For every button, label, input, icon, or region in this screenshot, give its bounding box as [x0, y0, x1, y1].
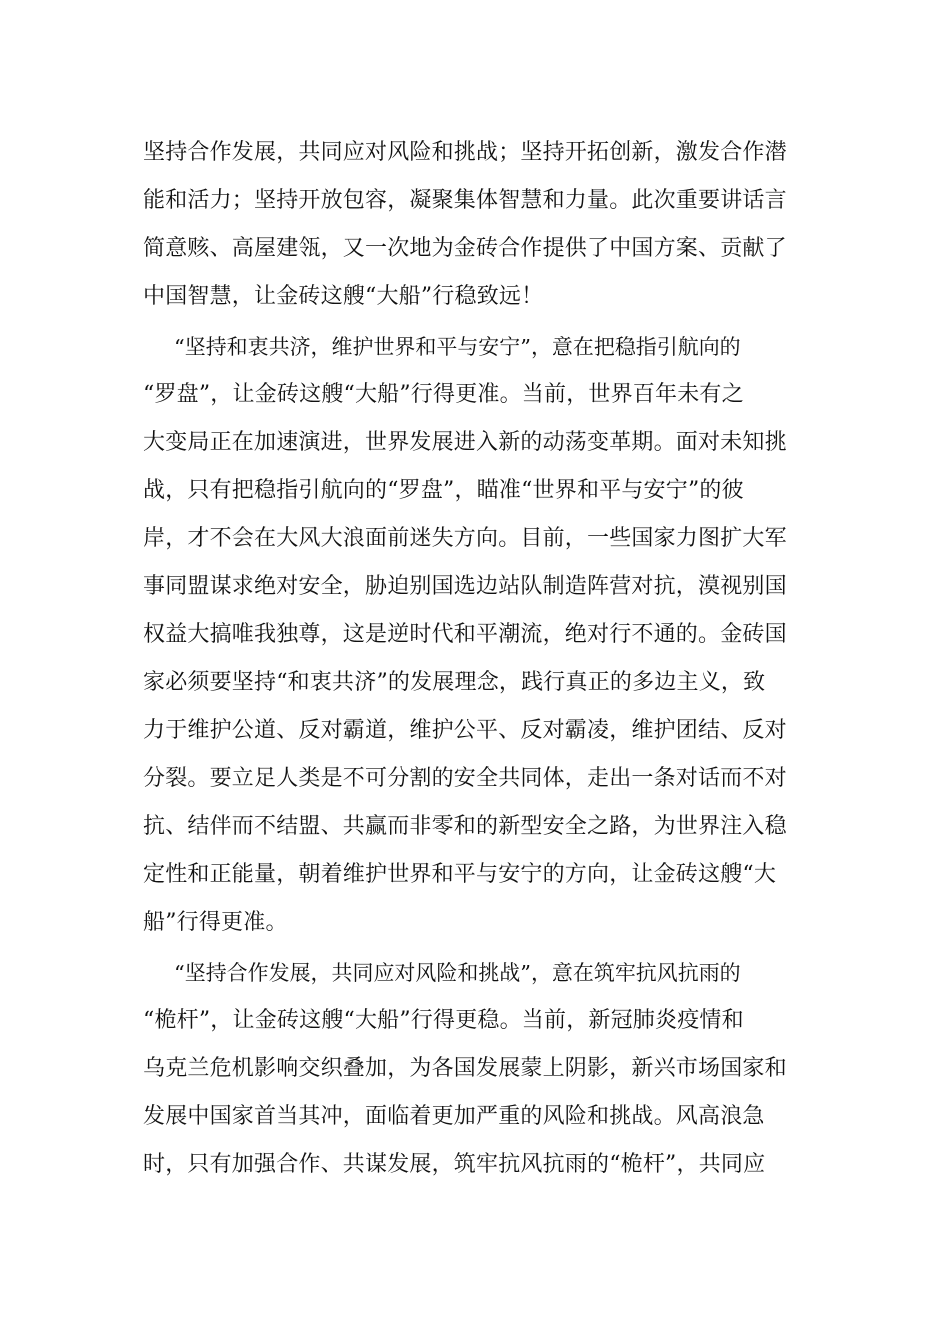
text-line: 能和活力；坚持开放包容，凝聚集体智慧和力量。此次重要讲话言 — [143, 188, 787, 213]
text-line: 事同盟谋求绝对安全，胁迫别国选边站队制造阵营对抗，漠视别国 — [143, 574, 787, 599]
text-line: “罗盘”，让金砖这艘“大船”行得更准。当前，世界百年未有之 — [143, 382, 744, 407]
text-line: “桅杆”，让金砖这艘“大船”行得更稳。当前，新冠肺炎疫情和 — [143, 1008, 744, 1033]
text-line: 分裂。要立足人类是不可分割的安全共同体，走出一条对话而不对 — [143, 766, 787, 791]
text-line: 发展中国家首当其冲，面临着更加严重的风险和挑战。风高浪急 — [143, 1104, 765, 1129]
text-line: 家必须要坚持“和衷共济”的发展理念，践行真正的多边主义，致 — [143, 670, 766, 695]
paragraph-first-line: “坚持合作发展，共同应对风险和挑战”，意在筑牢抗风抗雨的 — [174, 961, 741, 985]
paragraph-first-line: “坚持和衷共济，维护世界和平与安宁”，意在把稳指引航向的 — [174, 335, 741, 359]
text-line: 战，只有把稳指引航向的“罗盘”，瞄准“世界和平与安宁”的彼 — [143, 478, 744, 503]
text-line: 大变局正在加速演进，世界发展进入新的动荡变革期。面对未知挑 — [143, 430, 787, 455]
text-line: 时，只有加强合作、共谋发展，筑牢抗风抗雨的“桅杆”，共同应 — [143, 1152, 766, 1177]
text-line: 中国智慧，让金砖这艘“大船”行稳致远！ — [143, 284, 544, 309]
text-line: 力于维护公道、反对霸道，维护公平、反对霸凌，维护团结、反对 — [143, 718, 787, 743]
text-line: 简意赅、高屋建瓴，又一次地为金砖合作提供了中国方案、贡献了 — [143, 236, 787, 261]
text-line: 岸，才不会在大风大浪面前迷失方向。目前，一些国家力图扩大军 — [143, 526, 787, 551]
text-line: 船”行得更准。 — [143, 910, 288, 935]
text-line: 定性和正能量，朝着维护世界和平与安宁的方向，让金砖这艘“大 — [143, 862, 777, 887]
text-line: 乌克兰危机影响交织叠加，为各国发展蒙上阴影，新兴市场国家和 — [143, 1056, 787, 1081]
text-line: 坚持合作发展，共同应对风险和挑战；坚持开拓创新，激发合作潜 — [143, 140, 787, 165]
text-line: 抗、结伴而不结盟、共赢而非零和的新型安全之路，为世界注入稳 — [143, 814, 787, 839]
text-line: 权益大搞唯我独尊，这是逆时代和平潮流，绝对行不通的。金砖国 — [143, 622, 787, 647]
